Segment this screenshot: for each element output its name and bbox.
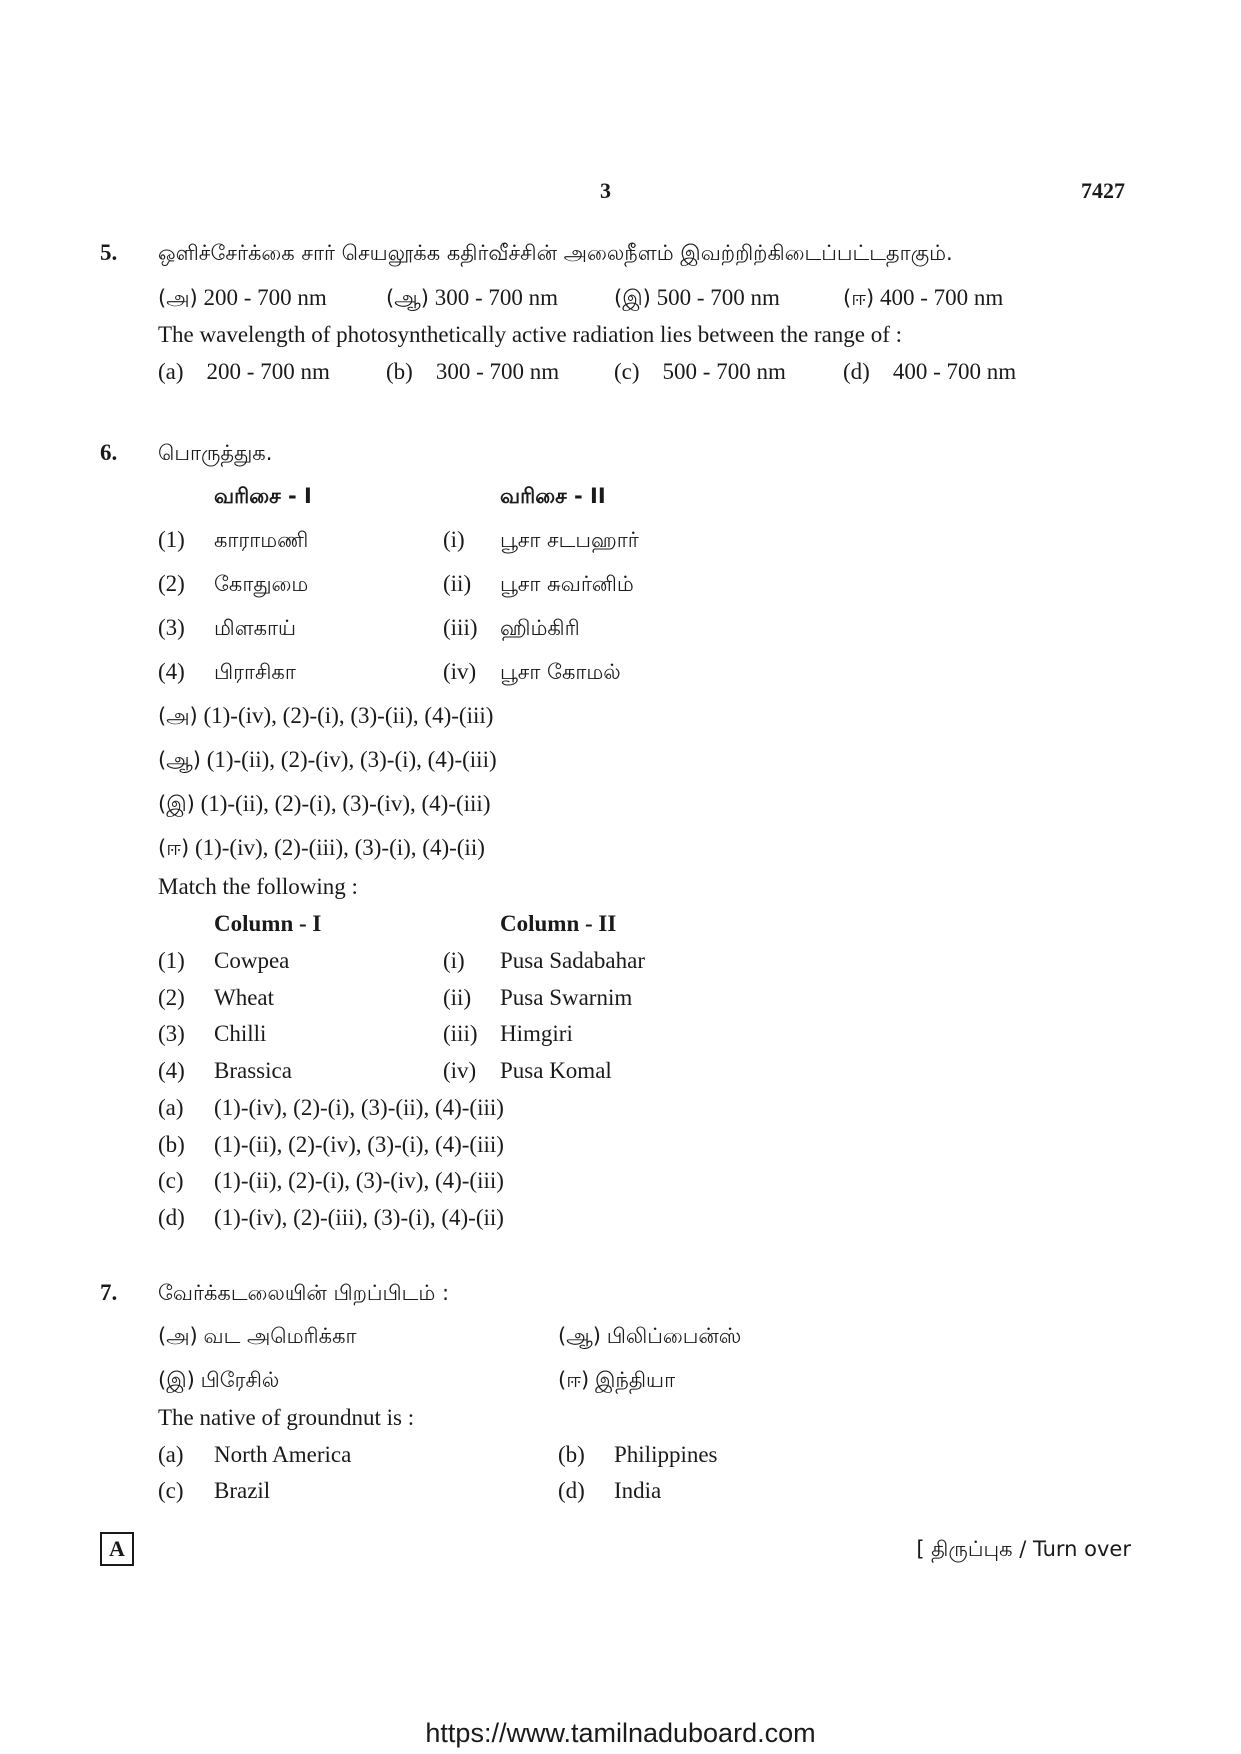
column-2-item: Pusa Swarnim [500,985,633,1010]
column-1-item: Brassica [214,1058,292,1083]
paper-code: 7427 [1081,178,1125,203]
question-text-english: Match the following : [158,874,358,899]
column-2-item: பூசா சுவர்னிம் [500,572,634,596]
row-roman: (iv) [443,659,477,684]
option-english-c-text: Brazil [214,1478,271,1503]
option-tamil-3: (இ) பிரேசில் [158,1368,280,1392]
option-english-d: (d) [158,1205,185,1230]
column-2-item: பூசா சடபஹார் [500,528,639,552]
column-2-item: பூசா கோமல் [500,660,621,684]
row-roman: (iv) [443,1058,477,1083]
row-number: (3) [158,1021,185,1046]
column-1-item: Wheat [214,985,275,1010]
page-number: 3 [600,178,611,203]
question-number: 5. [100,240,118,265]
row-number: (2) [158,571,185,596]
row-roman: (ii) [443,571,472,596]
option-english-d: (d) 400 - 700 nm [843,359,1017,384]
option-tamil-3: (இ) 500 - 700 nm [614,285,780,310]
option-english-b-text: Philippines [614,1442,718,1467]
option-tamil-2: (ஆ) 300 - 700 nm [386,285,559,310]
column-1-heading-tamil: வரிசை - I [214,484,312,508]
option-english-d-text: India [614,1478,662,1503]
option-english-a: (a) [158,1095,184,1120]
option-tamil-1: (அ) 200 - 700 nm [158,285,327,310]
column-2-item: ஹிம்கிரி [500,616,580,640]
question-number: 6. [100,440,118,465]
website-url: https://www.tamilnaduboard.com [425,1718,816,1748]
column-1-item: கோதுமை [214,572,309,596]
option-english-c: (c) 500 - 700 nm [614,359,786,384]
row-number: (2) [158,985,185,1010]
column-2-item: Himgiri [500,1021,573,1046]
question-text-english: The native of groundnut is : [158,1405,415,1430]
column-2-item: Pusa Komal [500,1058,612,1083]
option-english-a: (a) [158,1442,184,1467]
option-english-a: (a) 200 - 700 nm [158,359,330,384]
row-number: (1) [158,527,185,552]
row-number: (3) [158,615,185,640]
row-roman: (i) [443,527,465,552]
option-tamil-2: (ஆ) பிலிப்பைன்ஸ் [558,1324,742,1348]
option-english-a-text: (1)-(iv), (2)-(i), (3)-(ii), (4)-(iii) [214,1095,504,1120]
column-1-item: Cowpea [214,948,290,973]
option-english-c-text: (1)-(ii), (2)-(i), (3)-(iv), (4)-(iii) [214,1168,504,1193]
option-english-b: (b) [158,1132,185,1157]
option-tamil-1: (அ) வட அமெரிக்கா [158,1324,357,1348]
column-2-item: Pusa Sadabahar [500,948,645,973]
option-english-b-text: (1)-(ii), (2)-(iv), (3)-(i), (4)-(iii) [214,1132,504,1157]
question-text-tamil: வேர்க்கடலையின் பிறப்பிடம் : [158,1281,450,1305]
question-text-tamil: பொருத்துக. [158,441,273,465]
column-2-heading: Column - II [500,911,617,936]
row-roman: (iii) [443,1021,478,1046]
question-number: 7. [100,1280,118,1305]
column-1-heading: Column - I [214,911,322,936]
column-1-item: பிராசிகா [214,660,296,684]
option-tamil-4: (ஈ) (1)-(iv), (2)-(iii), (3)-(i), (4)-(ii) [158,835,485,860]
option-english-b: (b) [558,1442,585,1467]
turn-over-note: [ திருப்புக / Turn over [916,1537,1131,1561]
option-english-c: (c) [158,1478,184,1503]
column-1-item: Chilli [214,1021,267,1046]
option-english-d: (d) [558,1478,585,1503]
row-roman: (ii) [443,985,472,1010]
row-roman: (iii) [443,615,478,640]
row-roman: (i) [443,948,465,973]
column-2-heading-tamil: வரிசை - II [500,484,606,508]
question-text-english: The wavelength of photosynthetically active radiation lies between the range of : [158,322,903,347]
row-number: (4) [158,659,185,684]
option-english-d-text: (1)-(iv), (2)-(iii), (3)-(i), (4)-(ii) [214,1205,504,1230]
column-1-item: மிளகாய் [214,616,297,640]
question-text-tamil: ஒளிச்சேர்க்கை சார் செயலூக்க கதிர்வீச்சின் அலைநீளம் இவற்றிற்கிடைப்பட்டதாகும். [158,241,953,265]
option-tamil-1: (அ) (1)-(iv), (2)-(i), (3)-(ii), (4)-(iii) [158,703,494,728]
option-english-c: (c) [158,1168,184,1193]
option-english-b: (b) 300 - 700 nm [386,359,560,384]
option-tamil-3: (இ) (1)-(ii), (2)-(i), (3)-(iv), (4)-(iii) [158,791,491,816]
row-number: (1) [158,948,185,973]
option-tamil-2: (ஆ) (1)-(ii), (2)-(iv), (3)-(i), (4)-(iii) [158,747,497,772]
option-english-a-text: North America [214,1442,352,1467]
option-tamil-4: (ஈ) 400 - 700 nm [843,285,1004,310]
column-1-item: காராமணி [214,528,309,552]
row-number: (4) [158,1058,185,1083]
option-tamil-4: (ஈ) இந்தியா [558,1368,676,1392]
series-letter-box: A [100,1532,134,1566]
